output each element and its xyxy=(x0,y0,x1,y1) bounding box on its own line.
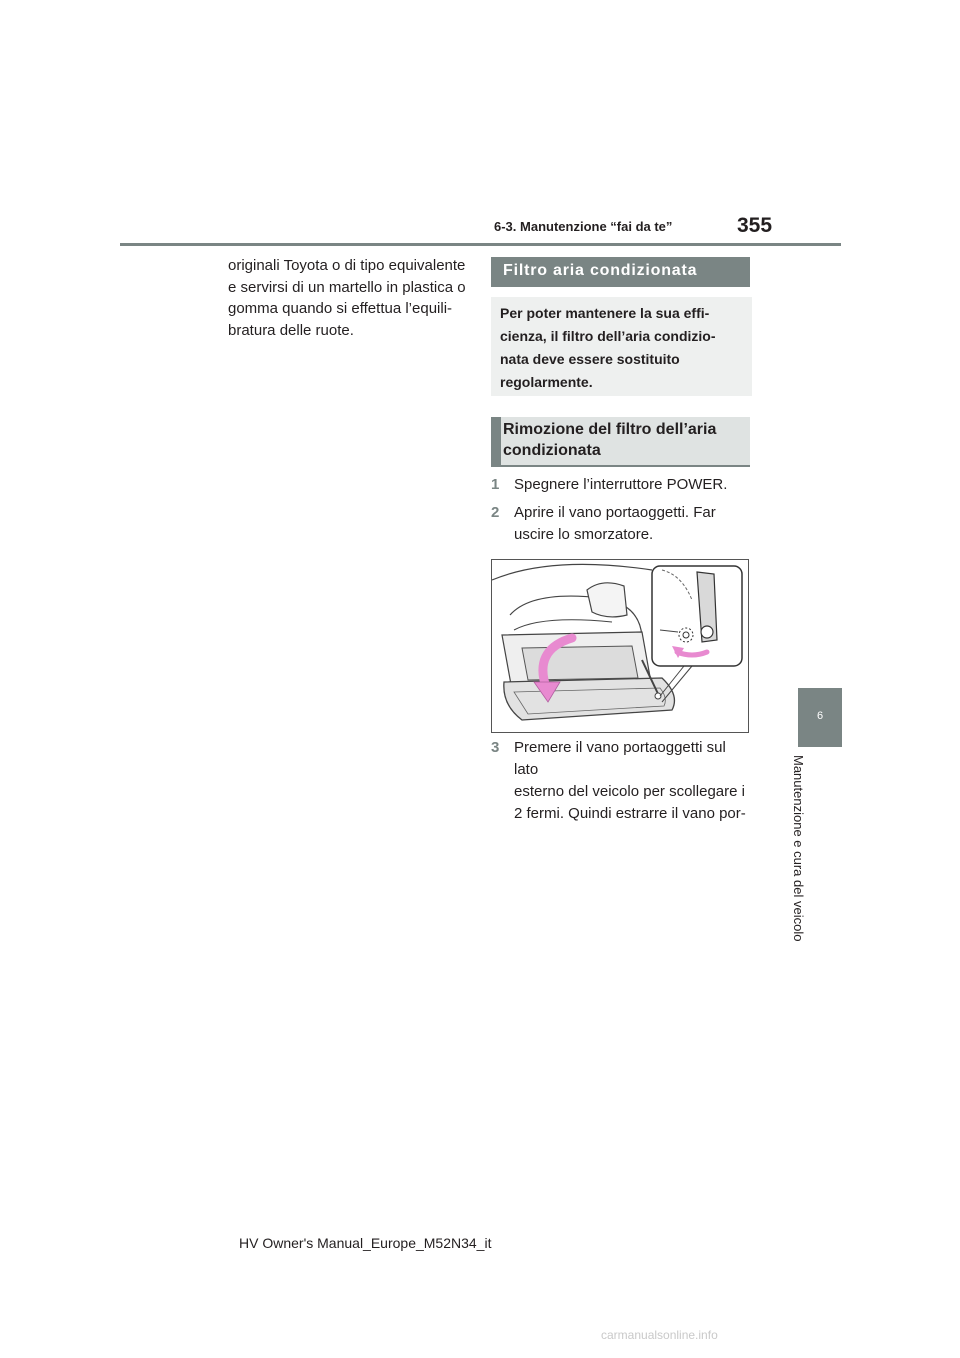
continued-paragraph xyxy=(228,255,468,341)
step-number: 1 xyxy=(491,476,500,493)
step-3 xyxy=(491,737,751,825)
footer-manual-name: HV Owner's Manual_Europe_M52N34_it xyxy=(239,1235,492,1251)
chapter-tab: 6 xyxy=(798,688,842,747)
step-line: esterno del veicolo per scollegare i xyxy=(514,783,745,800)
paragraph-line: gomma quando si effettua l’equili- xyxy=(228,300,453,317)
intro-line: cienza, il filtro dell’aria condizio- xyxy=(500,328,716,344)
paragraph-line: originali Toyota o di tipo equivalente xyxy=(228,257,466,274)
intro-line: nata deve essere sostituito xyxy=(500,351,680,367)
chapter-title-container xyxy=(790,755,806,955)
subheading-line: Rimozione del filtro dell’aria xyxy=(503,421,717,438)
page-number: 355 xyxy=(737,214,773,237)
step-line: Spegnere l’interruttore POWER. xyxy=(514,476,728,493)
step-number: 2 xyxy=(491,504,500,521)
filter-intro-box xyxy=(491,297,752,396)
step-line: Premere il vano portaoggetti sul lato xyxy=(514,739,726,778)
step-number: 3 xyxy=(491,739,500,756)
glove-box-illustration xyxy=(491,559,749,733)
filter-section-heading: Filtro aria condizionata xyxy=(491,257,750,287)
step-line: uscire lo smorzatore. xyxy=(514,526,654,543)
paragraph-line: e servirsi di un martello in plastica o xyxy=(228,278,466,296)
paragraph-line: bratura delle ruote. xyxy=(228,321,354,339)
chapter-title: Manutenzione e cura del veicolo xyxy=(791,755,806,942)
step-line: 2 fermi. Quindi estrarre il vano por- xyxy=(514,805,746,822)
intro-line: regolarmente. xyxy=(500,374,593,390)
step-2 xyxy=(491,502,751,546)
intro-line: Per poter mantenere la sua effi- xyxy=(500,305,710,321)
header-rule xyxy=(120,243,841,246)
step-1 xyxy=(491,474,751,496)
section-title: 6-3. Manutenzione “fai da te” xyxy=(494,219,673,234)
step-line: Aprire il vano portaoggetti. Far xyxy=(514,504,716,521)
subheading-line: condizionata xyxy=(503,442,601,459)
watermark: carmanualsonline.info xyxy=(601,1328,718,1342)
removal-subheading xyxy=(491,417,750,467)
glove-box-drawing xyxy=(492,560,748,732)
